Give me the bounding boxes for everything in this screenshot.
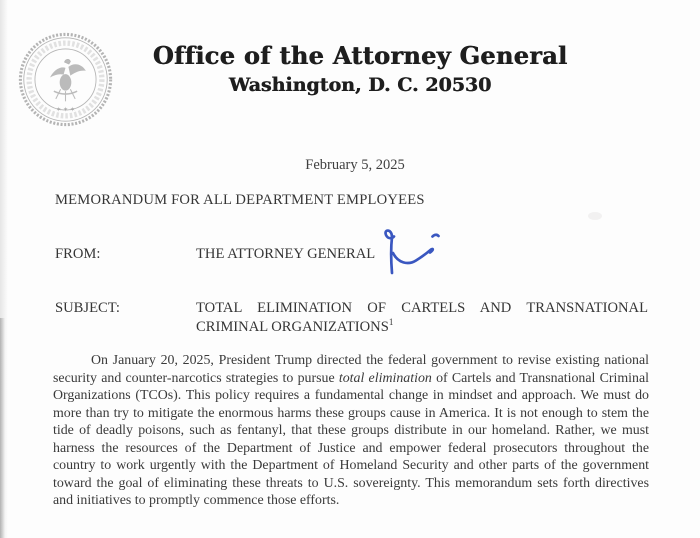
subject-row [55, 300, 648, 336]
date-line: February 5, 2025 [305, 157, 405, 173]
memorandum-addressee-line: MEMORANDUM FOR ALL DEPARTMENT EMPLOYEES [55, 192, 425, 208]
body-text-after-italic: of Cartels and Transnational Criminal Organizations (TCOs). This policy requires a fundamental change in mindset and approach. We must do more than try to mitigate the enormous harms these groups cause in America. It is not enough to stem the tide of deadly poisons, such as fentanyl, that these groups distribute in our homeland. Rather, we must harness the resources of the Department of Justice and empower federal prosecutors throughout the country to work urgently with the Department of Homeland Security and other parts of the government toward the goal of eliminating these threats to U.S. sovereignty. This memorandum sets forth directives and initiatives to promptly commence those efforts. [53, 370, 649, 508]
body-paragraph [53, 352, 649, 510]
attorney-general-signature-icon [377, 224, 447, 276]
footnote-marker: 1 [388, 316, 394, 327]
subject-line-1: TOTAL ELIMINATION OF CARTELS AND TRANSNATIONAL [196, 300, 648, 316]
scan-edge-shadow [0, 0, 8, 538]
subject-value [196, 300, 648, 336]
letterhead [40, 41, 680, 96]
body-text-before-italic: On January 20, 2025, President Trump directed the federal government to revise existing national security and counter-narcotics strategies to pursue [53, 353, 649, 386]
letterhead-address-line: Washington, D. C. 20530 [228, 74, 492, 96]
subject-line-2-text: CRIMINAL ORGANIZATIONS [196, 318, 389, 335]
scan-smudge [588, 212, 602, 220]
letterhead-office-line: Office of the Attorney General [152, 41, 568, 70]
from-value: THE ATTORNEY GENERAL [196, 246, 376, 262]
body-text-italic-phrase: total elimination [338, 370, 432, 386]
from-label: FROM: [55, 246, 101, 262]
scan-edge-shadow-bottom [0, 318, 5, 538]
subject-line-2 [196, 316, 648, 336]
subject-label: SUBJECT: [55, 300, 120, 316]
seal-stars: ✶ ✶ ✶ [56, 106, 75, 114]
from-row [55, 246, 375, 263]
